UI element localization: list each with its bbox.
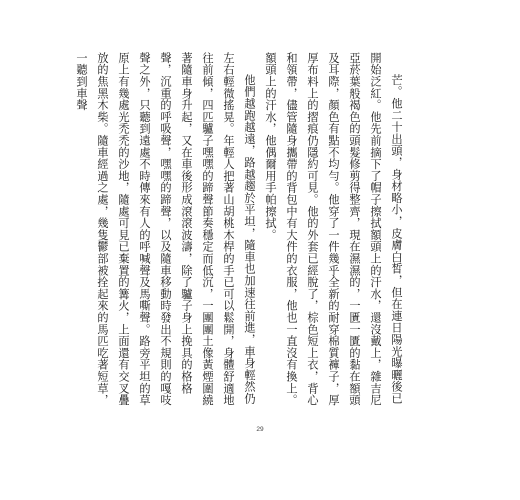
- page-number: 29: [256, 426, 264, 433]
- paragraph-1: 芒。他二十出頭，身材略小，皮膚白皙，但在連日陽光曝曬後已開始泛紅。他先前摘下了帽子擦拭額頭上的汗水，還沒戴上，雜吉尼亞菸葉般褐色的頭髮修剪得整齊，現在濕濕的，一匱一匱的黏在額頭及耳際，顏色有點不均勻。他穿了一件幾乎全新的耐穿棉質褲子，厚厚布料上的摺痕仍隱約可見。他的外套已經脫了，棕色短上衣，背心和領帶，儘管隨身攜帶的背包中有大件的衣服，他也一直沒有換上。額頭上的汗水，他偶爾用手帕擦拭。: [264, 52, 403, 406]
- paragraph-2: 他們越跑越遠，路越趨於平坦，隨車也加速往前進，車身輕然仍左右輕微搖晃。年輕人把著山胡桃木桿的手已可以鬆開，身體舒適地往前傾，四匹驢子嘿嘿的蹄聲節奏穩定而低沉，一團團土像黃煙圍繞著隨車身升起，又在車後形成滾滾波濤，除了驢子身上挽具的格格聲，沉重的呼吸聲，嘿嘿的蹄聲，以及隨車移動時發出不規則的嘎吱聲之外，只聽到遠處不時傳來有人的呼喊聲及馬嘶聲。路旁平坦的草原上有幾處光禿禿的沙地，隨處可見已棄置的篝火，上面還有交叉疊放的焦黑木柴。隨車經過之處，幾隻鬱部被拴起來的馬匹吃著短草，一聽到車聲: [75, 52, 256, 406]
- vertical-text-body: [75, 52, 407, 412]
